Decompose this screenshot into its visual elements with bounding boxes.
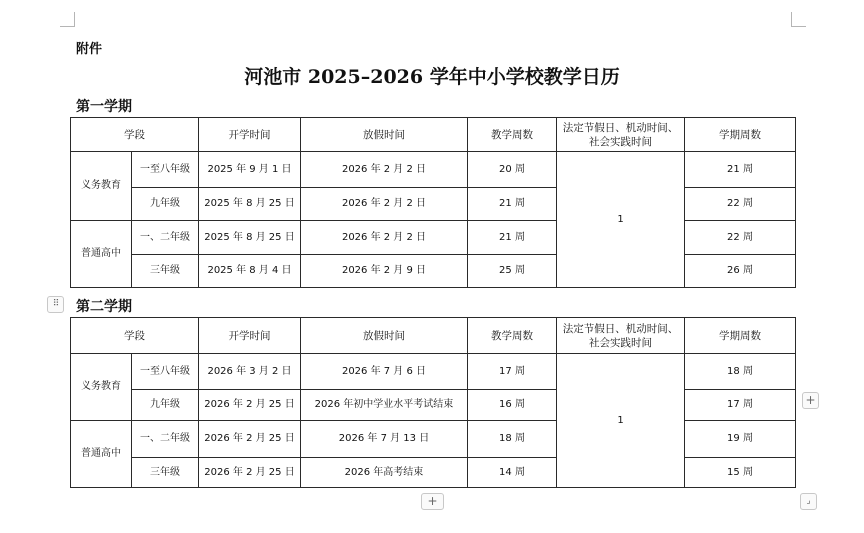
header-vacation: 放假时间 [301, 318, 468, 354]
header-term-weeks: 学期周数 [685, 118, 796, 152]
header-holiday-line2: 社会实践时间 [589, 135, 652, 148]
term-weeks-cell: 21 周 [685, 152, 796, 188]
grade-cell: 一至八年级 [132, 152, 199, 188]
vacation-cell: 2026 年高考结束 [301, 458, 468, 488]
weeks-cell: 21 周 [468, 221, 557, 255]
header-holiday-line1: 法定节假日、机动时间、 [562, 121, 679, 134]
header-vacation: 放假时间 [301, 118, 468, 152]
attachment-label: 附件 [76, 42, 103, 57]
table-row [71, 458, 796, 488]
semester2-table [70, 317, 796, 488]
start-cell: 2025 年 8 月 25 日 [199, 188, 301, 221]
header-holiday [557, 118, 685, 152]
header-weeks: 教学周数 [468, 118, 557, 152]
start-cell: 2026 年 3 月 2 日 [199, 354, 301, 390]
semester1-table [70, 117, 796, 288]
header-holiday-line2: 社会实践时间 [589, 336, 652, 349]
weeks-cell: 16 周 [468, 390, 557, 421]
term-weeks-cell: 22 周 [685, 188, 796, 221]
table-row [71, 221, 796, 255]
group-compulsory: 义务教育 [71, 152, 132, 221]
weeks-cell: 18 周 [468, 421, 557, 458]
start-cell: 2026 年 2 月 25 日 [199, 421, 301, 458]
table-row [71, 421, 796, 458]
grade-cell: 一、二年级 [132, 221, 199, 255]
header-start: 开学时间 [199, 318, 301, 354]
start-cell: 2026 年 2 月 25 日 [199, 458, 301, 488]
start-cell: 2025 年 8 月 25 日 [199, 221, 301, 255]
grade-cell: 三年级 [132, 458, 199, 488]
document-title: 河池市 2025–2026 学年中小学校教学日历 [244, 66, 620, 88]
term-weeks-cell: 15 周 [685, 458, 796, 488]
group-high-school: 普通高中 [71, 421, 132, 488]
term-weeks-cell: 22 周 [685, 221, 796, 255]
semester1-heading: 第一学期 [76, 99, 132, 115]
start-cell: 2026 年 2 月 25 日 [199, 390, 301, 421]
table-row [71, 354, 796, 390]
start-cell: 2025 年 8 月 4 日 [199, 255, 301, 288]
weeks-cell: 20 周 [468, 152, 557, 188]
grade-cell: 一至八年级 [132, 354, 199, 390]
add-row-icon[interactable]: + [421, 493, 444, 510]
vacation-cell: 2026 年初中学业水平考试结束 [301, 390, 468, 421]
header-holiday [557, 318, 685, 354]
term-weeks-cell: 17 周 [685, 390, 796, 421]
header-weeks: 教学周数 [468, 318, 557, 354]
header-holiday-line1: 法定节假日、机动时间、 [562, 322, 679, 335]
vacation-cell: 2026 年 7 月 13 日 [301, 421, 468, 458]
table-row [71, 255, 796, 288]
add-column-icon[interactable]: + [802, 392, 819, 409]
group-high-school: 普通高中 [71, 221, 132, 288]
table-move-handle-icon[interactable]: ⠿ [47, 296, 64, 313]
header-stage: 学段 [71, 318, 199, 354]
holiday-cell: 1 [557, 152, 685, 288]
weeks-cell: 25 周 [468, 255, 557, 288]
grade-cell: 九年级 [132, 188, 199, 221]
header-stage: 学段 [71, 118, 199, 152]
weeks-cell: 17 周 [468, 354, 557, 390]
table-row [71, 188, 796, 221]
vacation-cell: 2026 年 2 月 9 日 [301, 255, 468, 288]
crop-mark-top-left [60, 12, 75, 27]
term-weeks-cell: 18 周 [685, 354, 796, 390]
grade-cell: 一、二年级 [132, 421, 199, 458]
header-start: 开学时间 [199, 118, 301, 152]
resize-table-icon[interactable]: ⌟ [800, 493, 817, 510]
start-cell: 2025 年 9 月 1 日 [199, 152, 301, 188]
vacation-cell: 2026 年 2 月 2 日 [301, 221, 468, 255]
weeks-cell: 14 周 [468, 458, 557, 488]
crop-mark-top-right [791, 12, 806, 27]
term-weeks-cell: 19 周 [685, 421, 796, 458]
table-row [71, 152, 796, 188]
term-weeks-cell: 26 周 [685, 255, 796, 288]
vacation-cell: 2026 年 7 月 6 日 [301, 354, 468, 390]
grade-cell: 九年级 [132, 390, 199, 421]
table-header-row [71, 118, 796, 152]
holiday-cell: 1 [557, 354, 685, 488]
table-header-row [71, 318, 796, 354]
weeks-cell: 21 周 [468, 188, 557, 221]
vacation-cell: 2026 年 2 月 2 日 [301, 188, 468, 221]
vacation-cell: 2026 年 2 月 2 日 [301, 152, 468, 188]
table-row [71, 390, 796, 421]
grade-cell: 三年级 [132, 255, 199, 288]
group-compulsory: 义务教育 [71, 354, 132, 421]
header-term-weeks: 学期周数 [685, 318, 796, 354]
semester2-heading: 第二学期 [76, 299, 132, 315]
